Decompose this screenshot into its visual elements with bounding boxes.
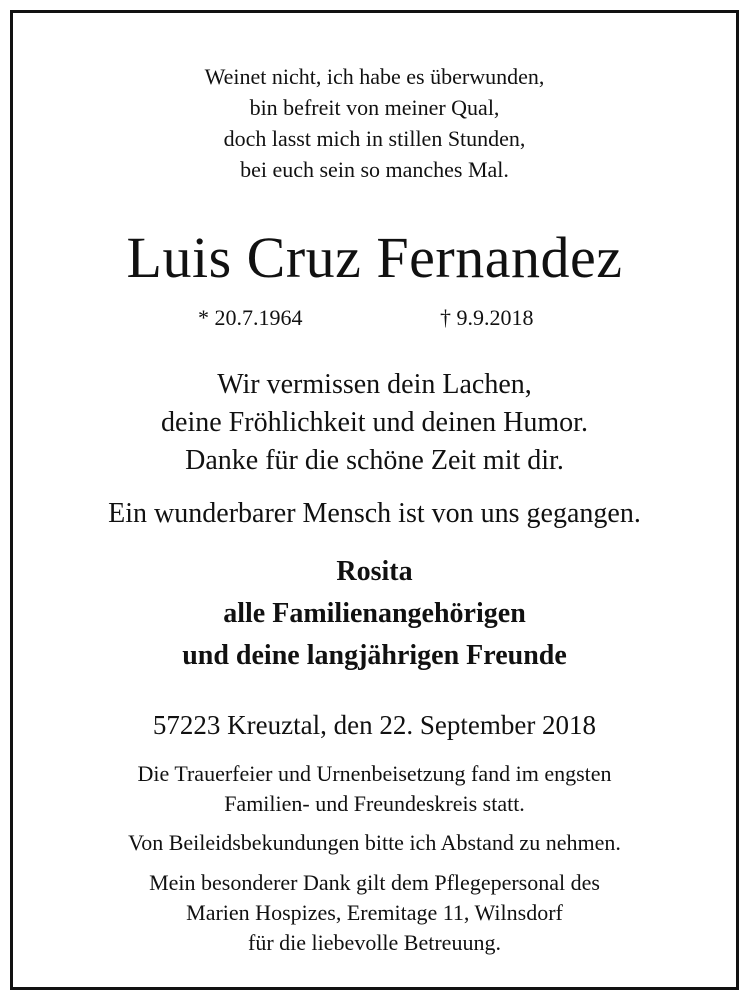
death-date: † 9.9.2018 bbox=[440, 305, 534, 330]
deceased-name: Luis Cruz Fernandez bbox=[126, 225, 623, 290]
thanks-note-line: Marien Hospizes, Eremitage 11, Wilnsdorf bbox=[186, 900, 563, 925]
poem-line: bei euch sein so manches Mal. bbox=[240, 157, 509, 182]
message-line: Wir vermissen dein Lachen, bbox=[217, 369, 532, 400]
thanks-note-line: Mein besonderer Dank gilt dem Pflegepersonal des bbox=[149, 870, 600, 895]
poem-line: bin befreit von meiner Qual, bbox=[249, 95, 500, 120]
birth-date: * 20.7.1964 bbox=[198, 305, 303, 330]
mourner-line: und deine langjährigen Freunde bbox=[182, 640, 567, 671]
thanks-note-line: für die liebevolle Betreuung. bbox=[248, 930, 501, 955]
condolence-note: Von Beileidsbekundungen bitte ich Abstand zu nehmen. bbox=[128, 830, 621, 855]
mourner-line: Rosita bbox=[336, 556, 413, 587]
place-date: 57223 Kreuztal, den 22. September 2018 bbox=[152, 710, 597, 740]
poem-line: doch lasst mich in stillen Stunden, bbox=[223, 126, 526, 151]
statement: Ein wunderbarer Mensch ist von uns gegangen. bbox=[108, 498, 641, 529]
poem-line: Weinet nicht, ich habe es überwunden, bbox=[204, 64, 545, 89]
message-line: Danke für die schöne Zeit mit dir. bbox=[185, 445, 564, 476]
funeral-note-line: Die Trauerfeier und Urnenbeisetzung fand im engsten bbox=[137, 761, 612, 786]
mourner-line: alle Familienangehörigen bbox=[223, 598, 526, 629]
message-line: deine Fröhlichkeit und deinen Humor. bbox=[161, 407, 588, 438]
funeral-note-line: Familien- und Freundeskreis statt. bbox=[224, 791, 525, 816]
